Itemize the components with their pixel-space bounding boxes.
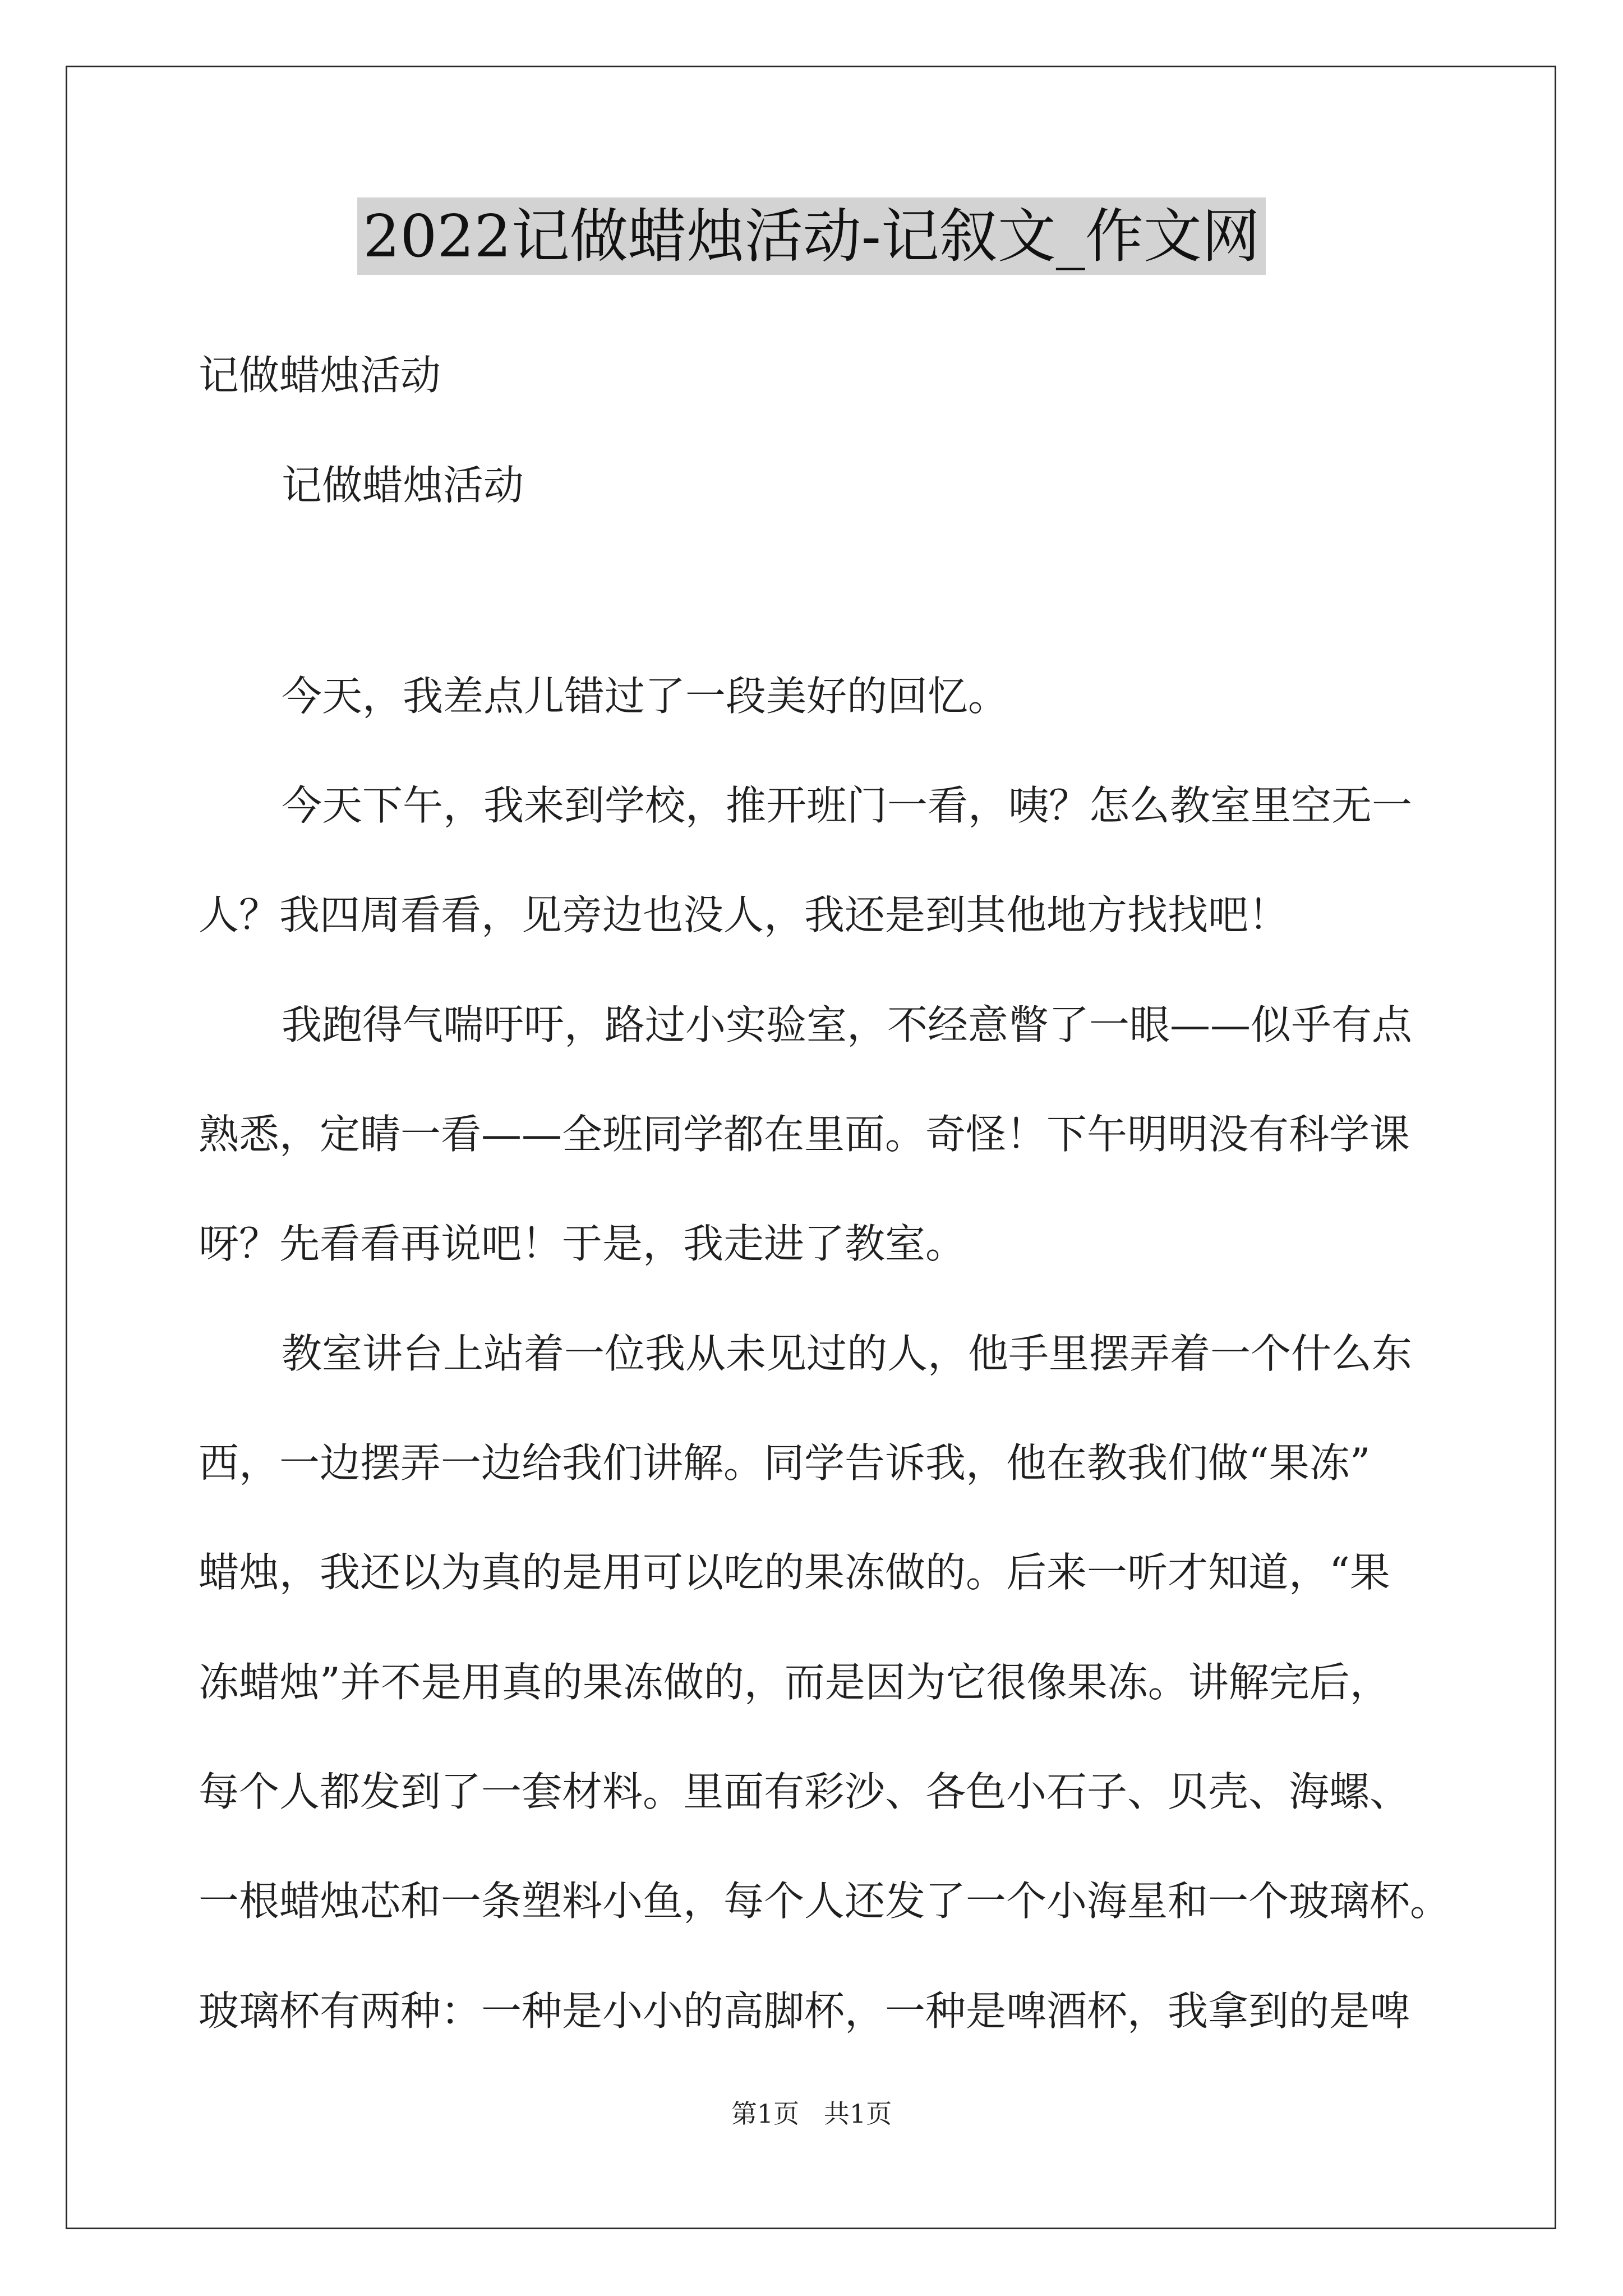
text-line: 呀？先看看再说吧！于是，我走进了教室。 — [199, 1220, 966, 1267]
text-line: 西，一边摆弄一边给我们讲解。同学告诉我，他在教我们做“果冻” — [199, 1439, 1371, 1487]
text-line: 今天下午，我来到学校，推开班门一看，咦？怎么教室里空无一 — [282, 782, 1413, 829]
document-title: 2022记做蜡烛活动-记叙文_作文网 — [357, 197, 1266, 275]
text-line: 每个人都发到了一套材料。里面有彩沙、各色小石子、贝壳、海螺、 — [199, 1768, 1410, 1815]
text-line-subtitle: 记做蜡烛活动 — [199, 352, 441, 399]
text-line: 蜡烛，我还以为真的是用可以吃的果冻做的。后来一听才知道，“果 — [199, 1549, 1390, 1596]
text-line: 人？我四周看看，见旁边也没人，我还是到其他地方找找吧！ — [199, 891, 1289, 938]
text-line: 教室讲台上站着一位我从未见过的人，他手里摆弄着一个什么东 — [282, 1330, 1413, 1377]
text-line: 一根蜡烛芯和一条塑料小鱼，每个人还发了一个小海星和一个玻璃杯。 — [199, 1878, 1451, 1925]
title-container — [0, 197, 1623, 275]
text-line: 冻蜡烛”并不是用真的果冻做的，而是因为它很像果冻。讲解完后， — [199, 1659, 1390, 1706]
text-line: 熟悉，定睛一看——全班同学都在里面。奇怪！下午明明没有科学课 — [199, 1111, 1410, 1158]
text-line-heading: 记做蜡烛活动 — [282, 462, 524, 509]
text-line: 今天，我差点儿错过了一段美好的回忆。 — [282, 673, 1009, 720]
text-line: 我跑得气喘吁吁，路过小实验室，不经意瞥了一眼——似乎有点 — [282, 1001, 1413, 1048]
text-line: 玻璃杯有两种：一种是小小的高脚杯，一种是啤酒杯，我拿到的是啤 — [199, 1987, 1410, 2035]
page-footer: 第1页 共1页 — [731, 2099, 892, 2129]
